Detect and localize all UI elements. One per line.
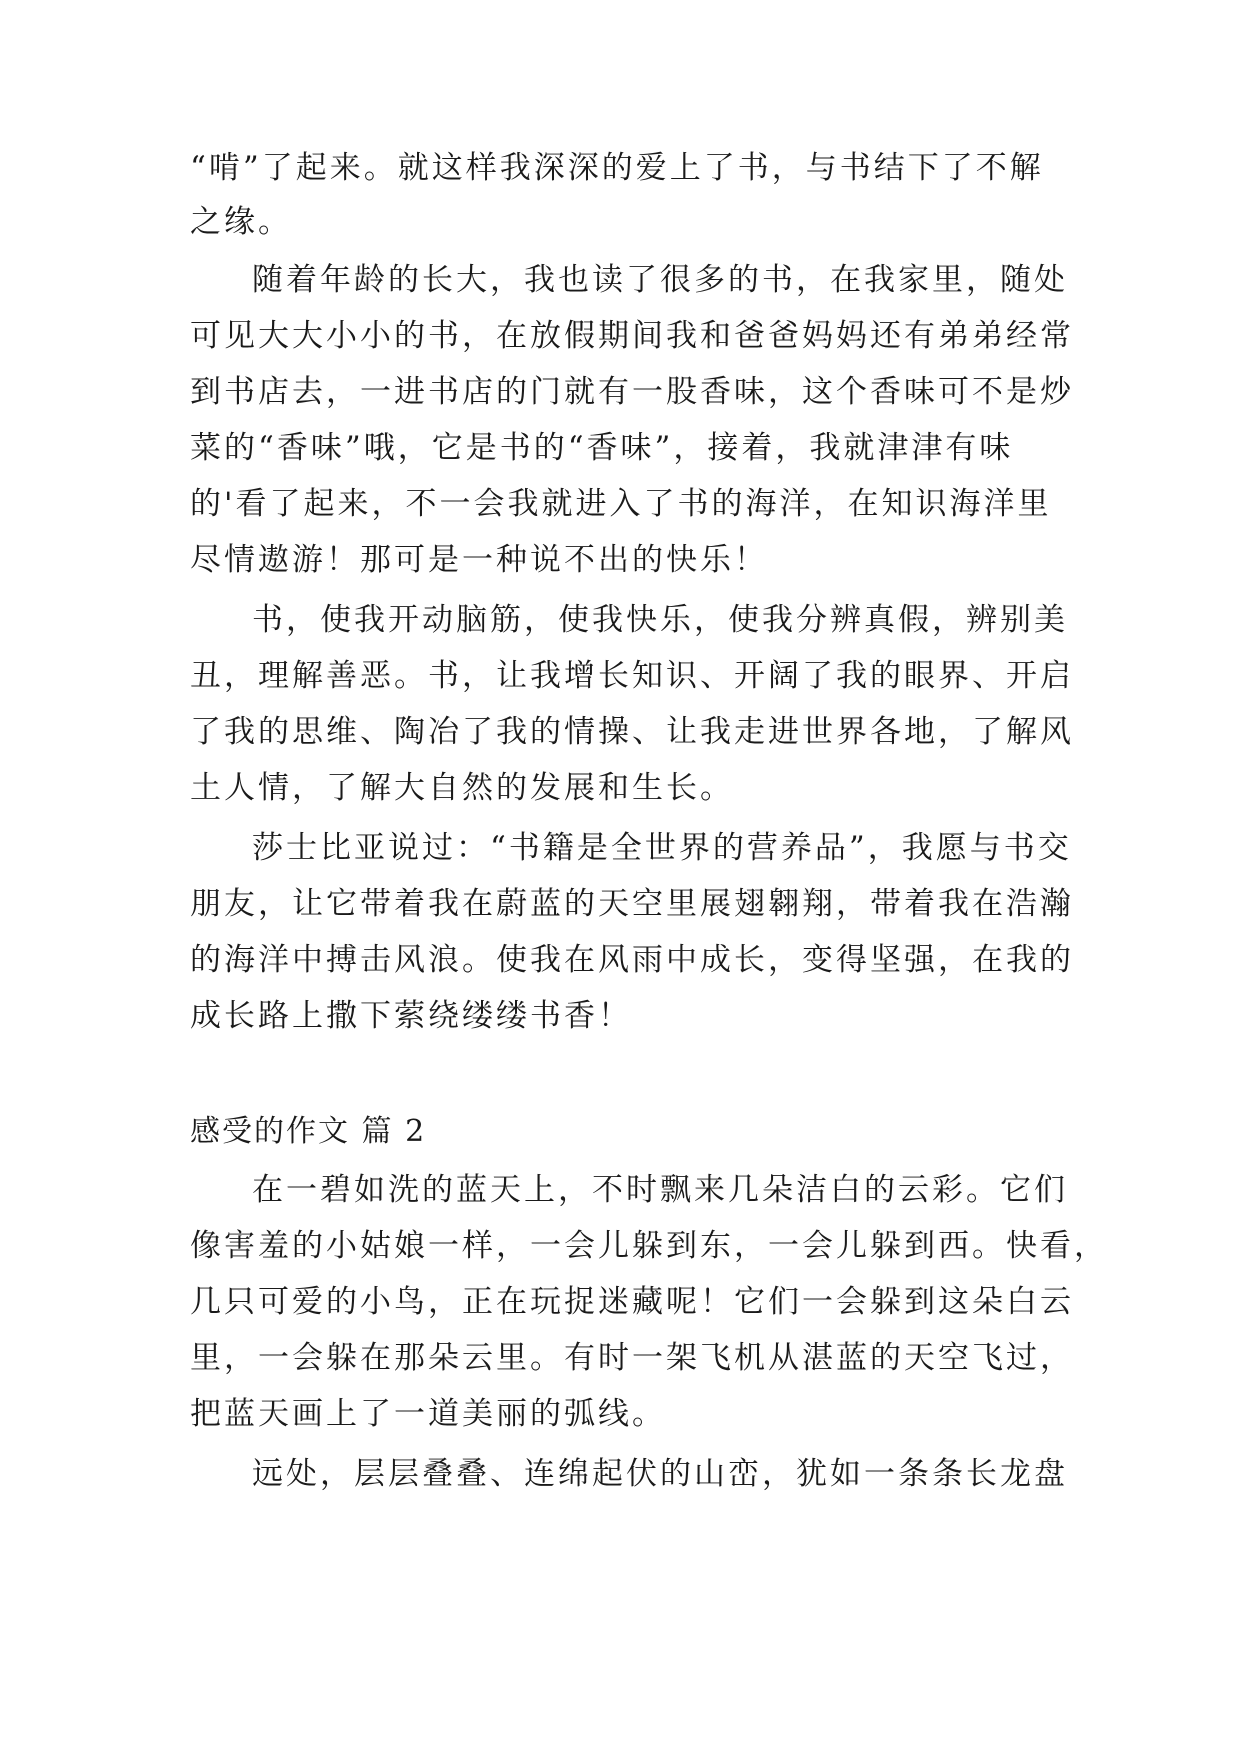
text-line: 了我的思维、陶冶了我的情操、让我走进世界各地，了解风 <box>190 714 1074 750</box>
text-line: 像害羞的小姑娘一样，一会儿躲到东，一会儿躲到西。快看， <box>190 1228 1108 1264</box>
text-line: 菜的“香味”哦，它是书的“香味”，接着，我就津津有味 <box>190 430 1014 466</box>
paragraph-first-line: 莎士比亚说过：“书籍是全世界的营养品”，我愿与书交 <box>252 830 1072 866</box>
text-line: 丑，理解善恶。书，让我增长知识、开阔了我的眼界、开启 <box>190 658 1074 694</box>
text-line: 尽情遨游！那可是一种说不出的快乐！ <box>190 542 768 578</box>
paragraph-first-line: 随着年龄的长大，我也读了很多的书，在我家里，随处 <box>252 262 1068 298</box>
text-line: 的'看了起来，不一会我就进入了书的海洋，在知识海洋里 <box>190 486 1052 522</box>
paragraph-first-line: 远处，层层叠叠、连绵起伏的山峦，犹如一条条长龙盘 <box>252 1456 1068 1492</box>
text-line: 里，一会躲在那朵云里。有时一架飞机从湛蓝的天空飞过， <box>190 1340 1074 1376</box>
text-line: 几只可爱的小鸟，正在玩捉迷藏呢！它们一会躲到这朵白云 <box>190 1284 1074 1320</box>
text-line: 把蓝天画上了一道美丽的弧线。 <box>190 1396 666 1432</box>
text-line: 之缘。 <box>190 204 292 240</box>
text-line: 可见大大小小的书，在放假期间我和爸爸妈妈还有弟弟经常 <box>190 318 1074 354</box>
text-line: 到书店去，一进书店的门就有一股香味，这个香味可不是炒 <box>190 374 1074 410</box>
text-line: 成长路上撒下萦绕缕缕书香！ <box>190 998 632 1034</box>
text-line: 的海洋中搏击风浪。使我在风雨中成长，变得坚强，在我的 <box>190 942 1074 978</box>
text-line: 朋友，让它带着我在蔚蓝的天空里展翅翱翔，带着我在浩瀚 <box>190 886 1074 922</box>
paragraph-first-line: 书，使我开动脑筋，使我快乐，使我分辨真假，辨别美 <box>252 602 1068 638</box>
paragraph-first-line: 在一碧如洗的蓝天上，不时飘来几朵洁白的云彩。它们 <box>252 1172 1068 1208</box>
text-line: “啃”了起来。就这样我深深的爱上了书，与书结下了不解 <box>190 150 1044 186</box>
section-heading: 感受的作文 篇 2 <box>190 1114 427 1149</box>
text-line: 土人情，了解大自然的发展和生长。 <box>190 770 734 806</box>
